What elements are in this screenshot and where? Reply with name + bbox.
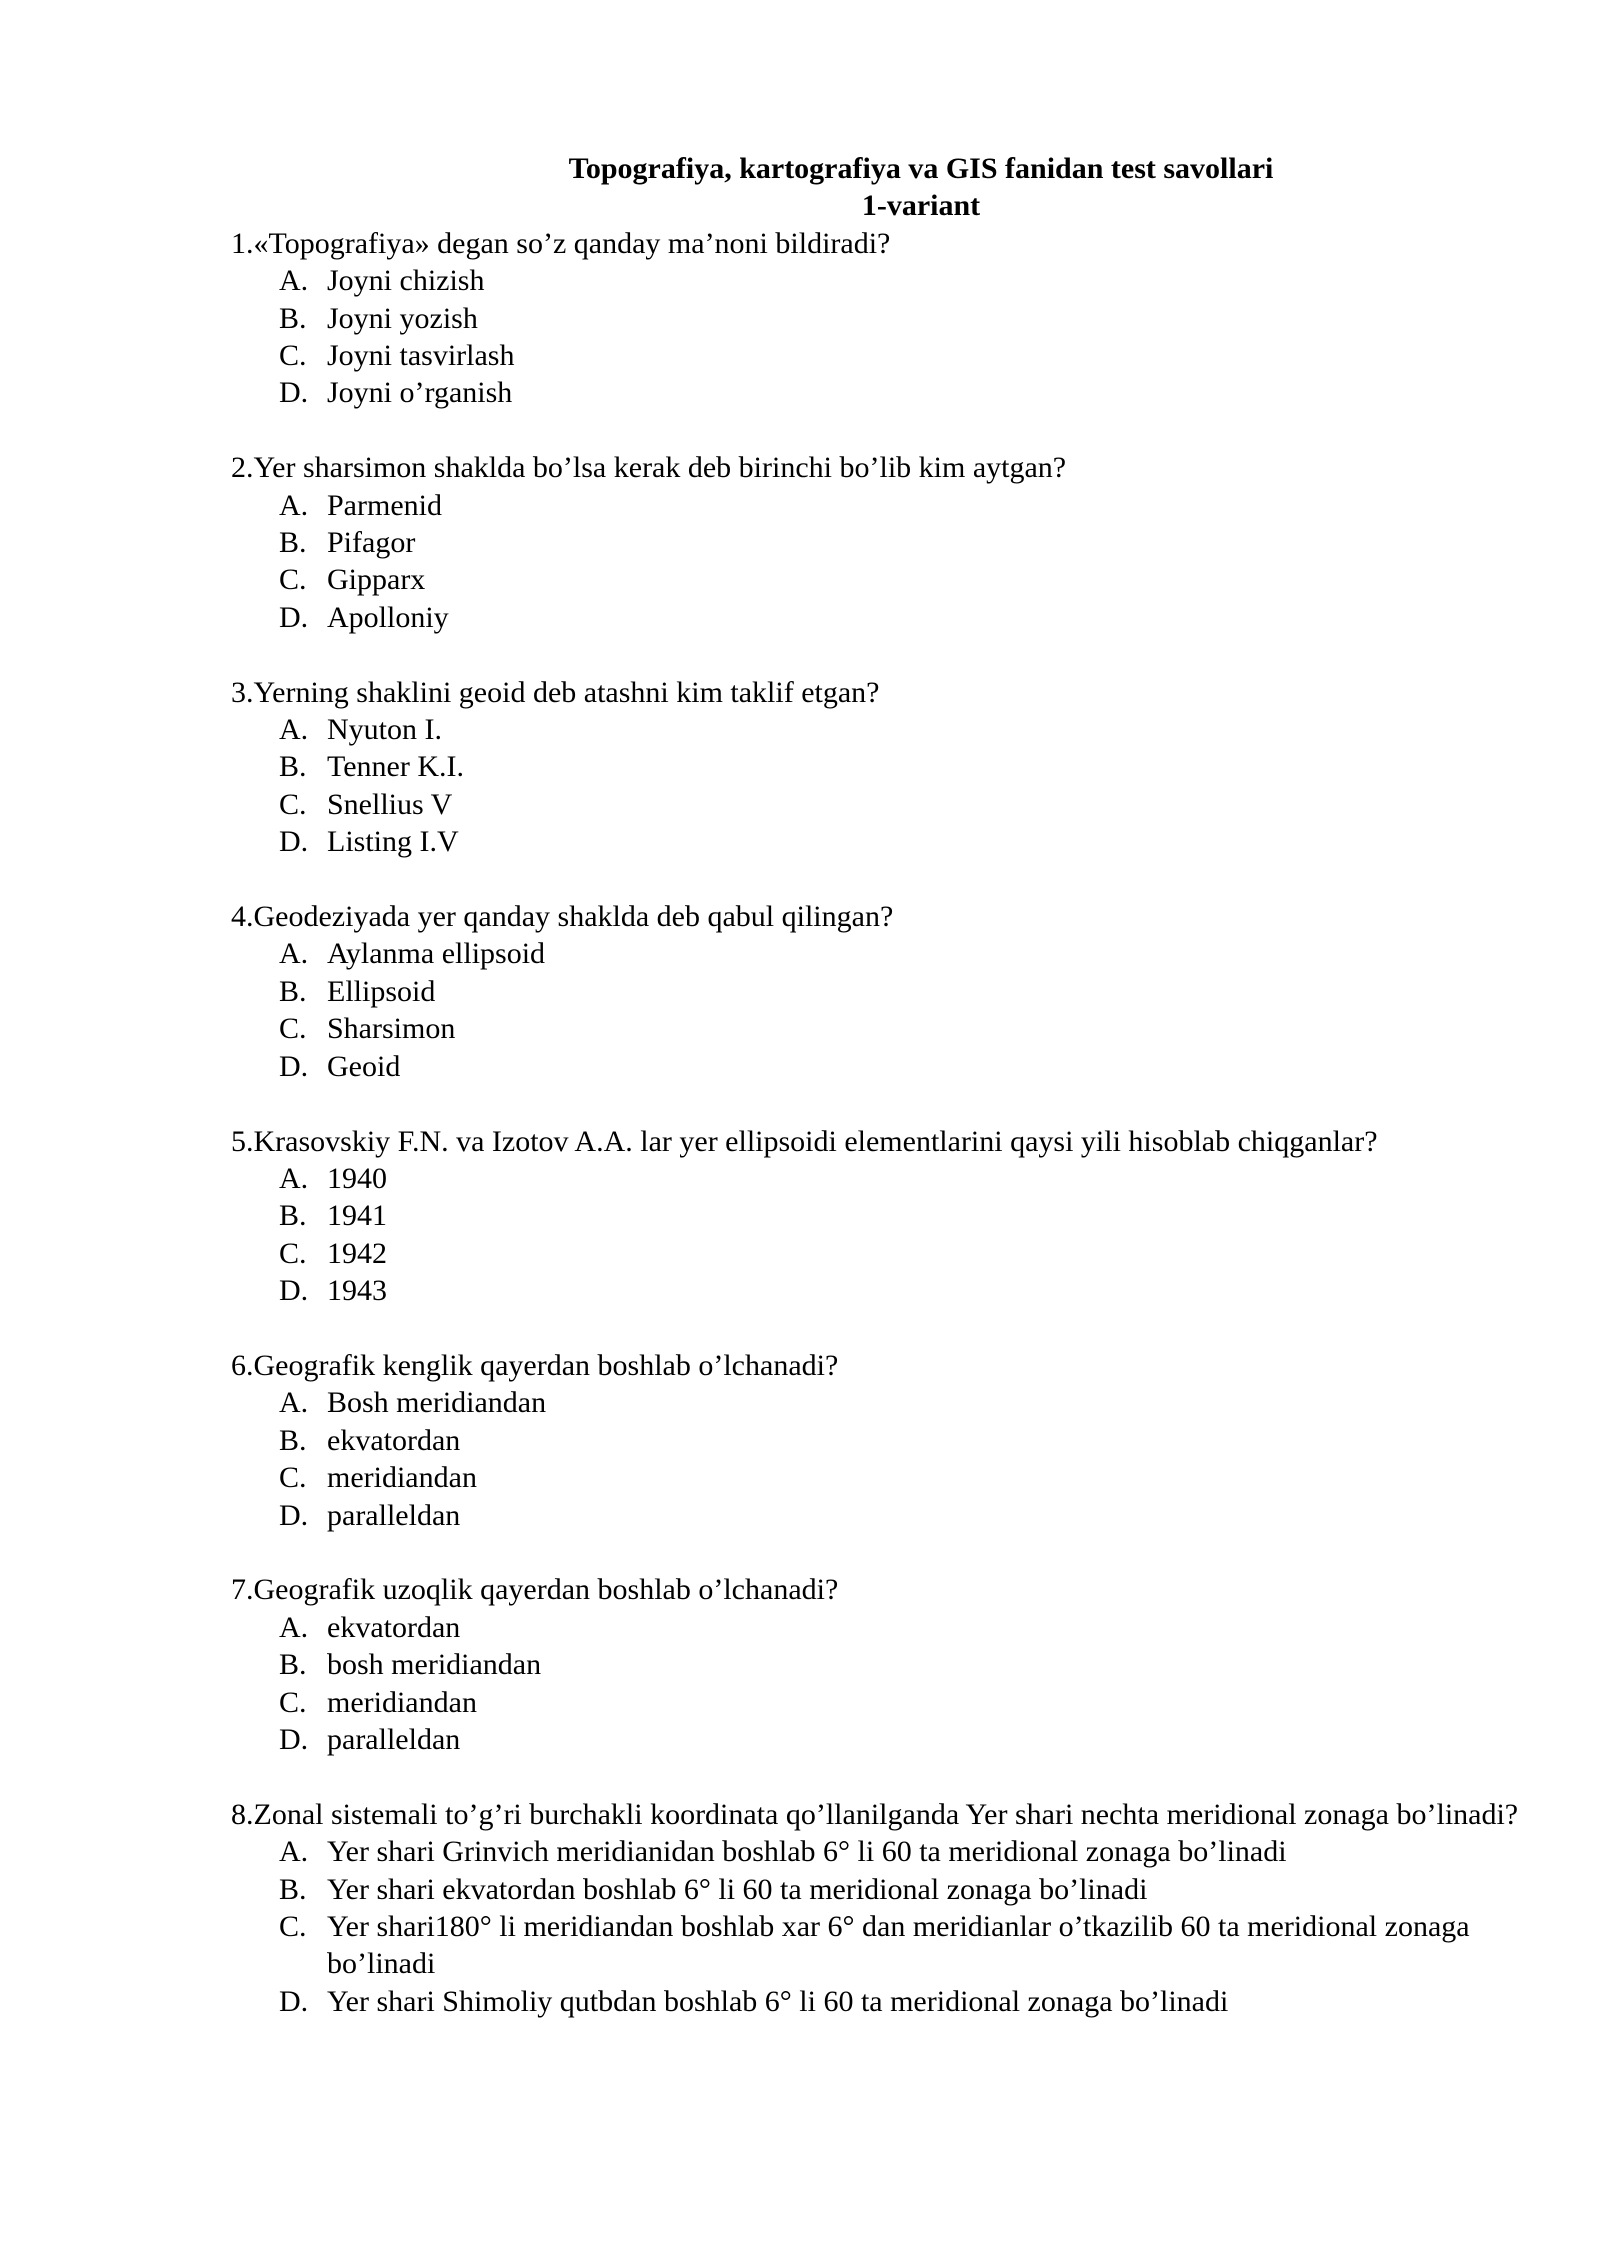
question-text: 1.«Topografiya» degan so’z qanday ma’noni bildiradi? [231,226,891,260]
option-letter: B. [279,1648,307,1682]
option-text: Aylanma ellipsoid [327,937,546,971]
option-text: Joyni yozish [327,301,478,335]
answer-option [231,374,1521,411]
option-text: paralleldan [327,1722,461,1756]
answer-option [231,1646,1521,1683]
option-text: Yer shari180° li meridiandan boshlab xar 6° dan meridianlar o’tkazilib 60 ta meridional zonaga bo’linadi [327,1909,1470,1981]
answer-option [231,524,1521,561]
option-letter: A. [279,1161,309,1195]
question-block [231,449,1521,636]
option-text: Yer shari Shimoliy qutbdan boshlab 6° li 60 ta meridional zonaga bo’linadi [327,1984,1229,2018]
option-text: Nyuton I. [327,713,442,747]
answer-option [231,786,1521,823]
answer-option [231,300,1521,337]
option-letter: C. [279,787,307,821]
option-letter: B. [279,301,307,335]
option-letter: C. [279,1236,307,1270]
answer-option [231,1235,1521,1272]
answer-options [231,487,1521,637]
answer-options [231,711,1521,861]
option-letter: B. [279,974,307,1008]
option-text: Joyni o’rganish [327,376,513,410]
answer-option [231,561,1521,598]
option-letter: A. [279,1835,309,1869]
question-block [231,898,1521,1085]
question-text: 8.Zonal sistemali to’g’ri burchakli koordinata qo’llanilganda Yer shari nechta meridional zonaga bo’linadi? [231,1797,1519,1831]
answer-option [231,1048,1521,1085]
option-text: bosh meridiandan [327,1648,542,1682]
questions-list [231,225,1521,2020]
document-page [231,150,1521,2058]
option-letter: C. [279,563,307,597]
option-text: 1941 [327,1199,387,1233]
option-text: Joyni tasvirlash [327,339,515,373]
option-text: ekvatordan [327,1423,461,1457]
option-letter: A. [279,264,309,298]
question-text: 4.Geodeziyada yer qanday shaklda deb qabul qilingan? [231,900,894,934]
option-letter: C. [279,1909,307,1943]
answer-options [231,1833,1521,2020]
variant-label: 1-variant [861,189,981,223]
option-text: ekvatordan [327,1610,461,1644]
option-letter: B. [279,1872,307,1906]
option-letter: D. [279,376,309,410]
answer-option [231,711,1521,748]
answer-option [231,337,1521,374]
option-letter: B. [279,1199,307,1233]
option-letter: A. [279,1386,309,1420]
option-letter: D. [279,1498,309,1532]
option-text: meridiandan [327,1461,477,1495]
question-block [231,1123,1521,1310]
question-text: 2.Yer sharsimon shaklda bo’lsa kerak deb birinchi bo’lib kim aytgan? [231,451,1067,485]
question-block [231,1796,1521,2020]
question-text: 5.Krasovskiy F.N. va Izotov A.A. lar yer ellipsoidi elementlarini qaysi yili hisoblab chiqganlar? [231,1124,1378,1158]
option-text: Apolloniy [327,600,449,634]
option-text: Listing I.V [327,825,459,859]
answer-option [231,262,1521,299]
option-letter: A. [279,1610,309,1644]
answer-options [231,1609,1521,1759]
option-text: Snellius V [327,787,453,821]
option-text: Bosh meridiandan [327,1386,547,1420]
answer-option [231,1684,1521,1721]
answer-option [231,487,1521,524]
option-text: Pifagor [327,526,416,560]
answer-option [231,748,1521,785]
answer-options [231,1384,1521,1534]
answer-option [231,973,1521,1010]
answer-option [231,1384,1521,1421]
answer-option [231,1833,1521,1870]
answer-option [231,1459,1521,1496]
answer-options [231,935,1521,1085]
answer-option [231,1010,1521,1047]
option-letter: C. [279,1685,307,1719]
answer-option [231,823,1521,860]
option-letter: B. [279,750,307,784]
option-letter: A. [279,713,309,747]
option-text: 1940 [327,1161,387,1195]
answer-option [231,599,1521,636]
question-text: 6.Geografik kenglik qayerdan boshlab o’lchanadi? [231,1348,839,1382]
option-text: Gipparx [327,563,426,597]
option-text: Yer shari ekvatordan boshlab 6° li 60 ta meridional zonaga bo’linadi [327,1872,1148,1906]
option-letter: C. [279,1461,307,1495]
option-text: 1943 [327,1274,387,1308]
option-text: Yer shari Grinvich meridianidan boshlab 6° li 60 ta meridional zonaga bo’linadi [327,1835,1287,1869]
answer-option [231,1721,1521,1758]
option-letter: A. [279,488,309,522]
option-letter: D. [279,1722,309,1756]
option-letter: D. [279,825,309,859]
document-title: Topografiya, kartografiya va GIS fanidan test savollari [568,152,1274,185]
answer-option [231,1197,1521,1234]
question-text: 7.Geografik uzoqlik qayerdan boshlab o’lchanadi? [231,1573,839,1607]
question-text: 3.Yerning shaklini geoid deb atashni kim taklif etgan? [231,675,880,709]
option-text: Ellipsoid [327,974,436,1008]
answer-option [231,1497,1521,1534]
option-text: Parmenid [327,488,442,522]
answer-option [231,1422,1521,1459]
option-text: 1942 [327,1236,387,1270]
answer-option [231,1160,1521,1197]
option-letter: C. [279,1012,307,1046]
option-letter: D. [279,1274,309,1308]
option-text: Geoid [327,1049,401,1083]
question-block [231,1571,1521,1758]
answer-options [231,1160,1521,1310]
option-text: Sharsimon [327,1012,456,1046]
option-text: paralleldan [327,1498,461,1532]
answer-option [231,1908,1521,1983]
answer-option [231,1871,1521,1908]
answer-options [231,262,1521,412]
option-text: meridiandan [327,1685,477,1719]
answer-option [231,1983,1521,2020]
question-block [231,674,1521,861]
answer-option [231,935,1521,972]
question-block [231,225,1521,412]
option-text: Joyni chizish [327,264,485,298]
option-letter: C. [279,339,307,373]
option-letter: B. [279,526,307,560]
answer-option [231,1272,1521,1309]
option-letter: D. [279,1984,309,2018]
option-letter: D. [279,1049,309,1083]
option-text: Tenner K.I. [327,750,465,784]
answer-option [231,1609,1521,1646]
option-letter: D. [279,600,309,634]
option-letter: B. [279,1423,307,1457]
question-block [231,1347,1521,1534]
option-letter: A. [279,937,309,971]
